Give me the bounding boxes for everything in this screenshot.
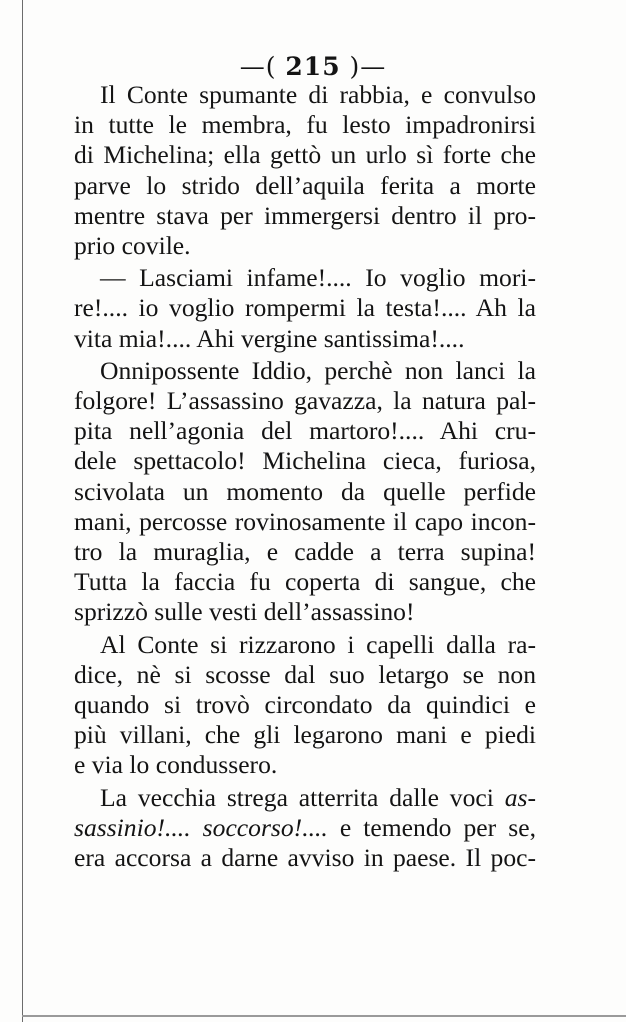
text-line: e via lo condussero. xyxy=(74,750,278,780)
text-line xyxy=(74,783,536,813)
text-line: tro la muraglia, e cadde a terra supina! xyxy=(74,537,536,567)
text-line: più villani, che gli legarono mani e piedi xyxy=(74,720,536,750)
text-line: re!.... io voglio rompermi la testa!.... Ah la xyxy=(74,293,536,323)
text-line: vita mia!.... Ahi vergine santissima!.... xyxy=(74,323,465,353)
text-line: pita nell’agonia del martoro!.... Ahi cru- xyxy=(74,416,536,446)
page-number: 215 xyxy=(285,52,341,81)
page-bottom-edge xyxy=(22,1015,626,1017)
text-fragment: La vecchia strega atterrita dalle voci xyxy=(100,782,494,812)
text-line: prio covile. xyxy=(74,231,191,261)
text-line: in tutte le membra, fu lesto impadronirsi xyxy=(74,110,536,140)
text-line: Al Conte si rizzarono i capelli dalla ra- xyxy=(100,629,536,659)
text-line: — Lasciami infame!.... Io voglio mori- xyxy=(100,263,536,293)
text-line: sprizzò sulle vesti dell’assassino! xyxy=(74,597,415,627)
text-line: dice, nè si scosse dal suo letargo se non xyxy=(74,659,536,689)
text-fragment: e temendo per se, xyxy=(339,812,536,842)
text-line: mentre stava per immergersi dentro il pro- xyxy=(74,200,536,230)
text-line: era accorsa a darne avviso in paese. Il poc- xyxy=(74,843,536,873)
text-line: quando si trovò circondato da quindici e xyxy=(74,690,536,720)
text-line: scivolata un momento da quelle perfide xyxy=(74,476,536,506)
italic-fragment: as- xyxy=(504,782,537,812)
text-line: folgore! L’assassino gavazza, la natura pal- xyxy=(74,386,536,416)
text-line: Il Conte spumante di rabbia, e convulso xyxy=(100,80,536,109)
body-text xyxy=(74,80,536,873)
page-number-header xyxy=(0,52,626,81)
text-line: Onnipossente Iddio, perchè non lanci la xyxy=(100,355,536,385)
text-line: dele spettacolo! Michelina cieca, furiosa, xyxy=(74,446,536,476)
text-line: Tutta la faccia fu coperta di sangue, che xyxy=(74,567,536,597)
text-line: parve lo strido dell’aquila ferita a morte xyxy=(74,170,536,200)
header-left-dash: —( xyxy=(239,52,277,81)
text-line xyxy=(74,813,536,843)
text-line: di Michelina; ella gettò un urlo sì forte che xyxy=(74,140,536,170)
page-left-edge xyxy=(22,0,23,1022)
text-line: mani, percosse rovinosamente il capo incon- xyxy=(74,506,536,536)
header-right-dash: )— xyxy=(349,52,387,81)
italic-fragment: sassinio!.... soccorso!.... xyxy=(74,812,328,842)
